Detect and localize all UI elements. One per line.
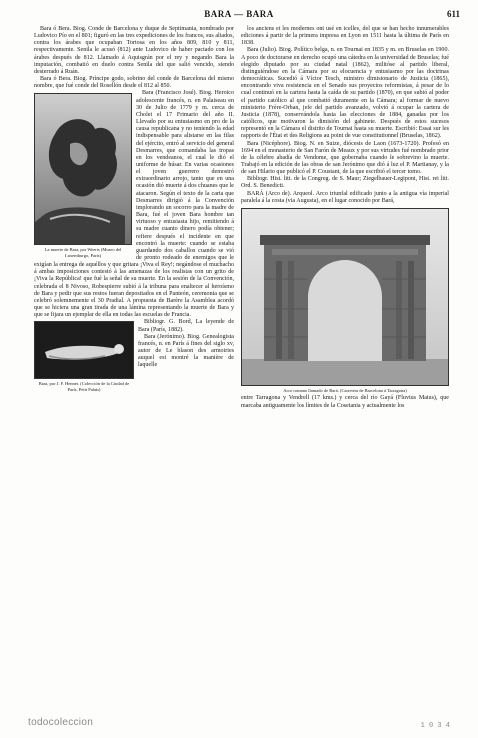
painting-image [35,322,133,378]
entry-arco-de-bara: BARÁ (Arco de). Arqueol. Arco triunfal edificado junto a la antigua vía imperial paralela á la costa (via Augusta), en el lugar conocido por Bará, [241,190,449,204]
figure-bara-hennet [34,321,134,392]
figure-arco-bara [241,208,449,394]
entry-arco-continued: entre Tarragona y Vendrell (17 kms.) y cerca del río Gayá (Fluvius Maius), que marcaba antiguamente los límites de la Cosetania y actualmente los [241,395,449,409]
painting-image [35,94,131,244]
page-number: 611 [446,9,460,19]
entry-bara-principe: Bara ó Bera. Biog. Príncipe godo, sobrino del conde de Barcelona del mismo nombre, que fué conde del Rosellón desde el 812 al 850. [34,76,234,90]
painting-bara-hennet [34,321,134,379]
running-title: BARA — BARA [204,9,274,19]
watermark-code: 1 0 3 4 [420,722,450,730]
figure-caption: Bara, por J. F. Hennet. (Colección de la Ciudad de París. Petit Palais) [38,381,130,392]
watermark [0,710,478,738]
right-column [241,26,449,410]
watermark-text: todocoleccion [28,717,94,728]
entry-continued: los anciens et les modernes ont usé en icelles, del que se han hecho innumerables ediciones á partir de la primera impresa en Lyon en 1511 hasta la última de París en 1838. [241,26,449,47]
photo-arch-of-bara [241,208,449,386]
bibliography: Bibliogr. Hist. litt. de la Congreg. de S. Maur; Ziegelbauer-Legipont, Hist. rei litt. Ord. S. Benedicti. [241,176,449,190]
bibliography: Bibliogr. G. Bord, La leyende de Bara (París, 1882). [138,319,234,333]
entry-bara-jeronimo: Bara (Jerónimo). Biog. Genealogista francés, n. en París á fines del siglo xv, autor de Le blason des armoiries auquel est montré la manière de laquelle [138,333,234,369]
painting-death-of-bara [34,93,132,245]
figure-caption: La muerte de Bara, por Weerts (Museo del Luxemburgo, París) [44,247,122,258]
left-column [34,26,234,394]
entry-bara-conde: Bara ó Bera. Biog. Conde de Barcelona y duque de Septimania, nombrado por Ludovico Pío en el 801; figuró en las tres expediciones de los francos, sus aliados, contra los árabes que ocupaban Tortosa en los años 809, 810 y 811, respectivamente. Senila le acusó (812) ante Ludovico de haber pactado con los árabes después de 812. Llamado á Aquisgrán por el rey y negando Bara la imputación, combatió en duelo contra Senila del que salió vencido, siendo desterrado á Ruán. [34,26,234,75]
entry-bara-francisco: Bara (Francisco José). Biog. Heroico adolescente francés, n. en Palaiseau en 30 de Julio de 1779 y m. cerca de Cholet el 17 Frimario del año II. Llevado por su entusiasmo en pro de la causa republicana y no teniendo la edad indispensable para alistarse en las filas del ejército, entró al servicio del general Desmarres, que comandaba las tropas en los vendeanos, el cual le dió el uniforme de húsar. En varias ocasiones el joven guerrero demostró extraordinario arrojo, tanto que en una ocasión dió muerte á dos chuanes que le atacaron. Según el texto de la carta que Desmarres dirigió á la Convención implorando un socorro para la madre de Bara, fué el joven Bara hombre tan virtuoso y entusiasta hijo, remitiendo á su madre cuanto dinero podía obtener; refiere después el incidente en que encontró la muerte: cuando se estaba guardando dos caballos cuando se vió de pronto rodeado de enemigos que le exigían la entrega de aquéllos y que gritara ¡Viva el Rey!; negándose el muchacho á ambas imposiciones contestó á las amenazas de los realistas con un grito de ¡Viva la República! que fué la señal de su muerte. En la sesión de la Convención, celebrada el 8 Nivoso, Robespierre subió á la tribuna para enaltecer al heroísmo de Bara y pedir que sus restos fueran depositados en el Panteón, ceremonia que se celebró solemnemente el 30 Pradial. A propuesta de Barère la Asamblea acordó que se hiciera una gran tirada de una lámina representando la muerte de Bara y que se fijara un ejemplar de ella en todas las escuelas de Francia. [34,90,234,319]
entry-bara-nicephore: Bara (Nicéphore). Biog. N. en Suize, diócesis de Laon (1673-1720). Profesó en 1694 en el monasterio de San Farón de Meaux y por sus virtudes fué nombrado prior de la célebre abadía de Vendome, que gobernaba cuando le sobrevino la muerte. Trabajó en la edición de las obras de san Jerónimo que dió á luz el P. Martianay, y la de san Hilario que publicó el P. Coustant, de la que escribió el tercer tomo. [241,140,449,176]
entry-bara-julio: Bara (Julio). Biog. Político belga, n. en Tournai en 1835 y m. en Bruselas en 1900. A poco de doctorarse en derecho ocupó una cátedra en la universidad de Bruselas; fué elegido diputado por su ciudad natal (1862), militóse al partido liberal, distinguiéndose en la Cámara por su elocuencia y entusiasmo por las doctrinas democráticas. Sucedió á Víctor Tesch, ministro dimisionario de Justicia (1865), encontrando viva resistencia en el Senado sus proyectos reformistas, á pesar de lo cual continuó en la cartera hasta la caída de su partido (1870), en que subió al poder el partido católico al que combatió duramente en la Cámara; al formar de nuevo ministerio Frère-Orban, jefe del partido avanzado, volvió á ocupar la cartera de Justicia (1878), conservándola hasta las elecciones de 1884, ganadas por los católicos, que motivaron la dimisión del gabinete. Después de estos sucesos representó en la Cámara el distrito de Tournai hasta su muerte. Escribió: Essai sur les rapports de l'État et des Religions au point de vue constitutionnel (Bruselas, 1862). [241,47,449,140]
photo-image [242,209,448,385]
running-header [0,9,478,23]
figure-caption: Arco romano llamado de Bará. (Carretera de Barcelona á Tarragona) [283,387,407,393]
figure-muerte-bara [34,93,132,258]
